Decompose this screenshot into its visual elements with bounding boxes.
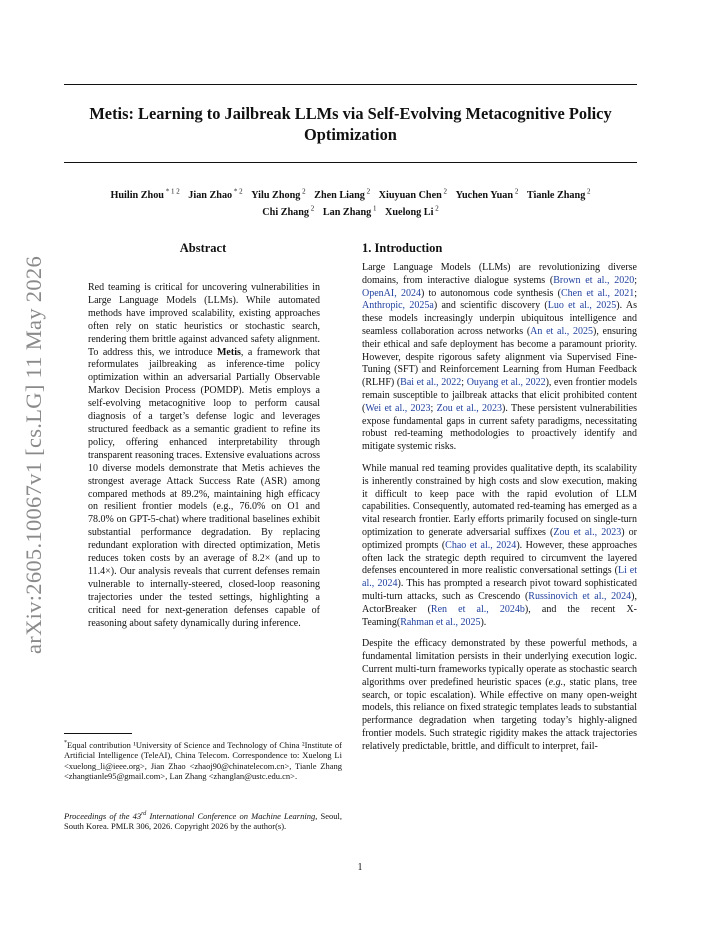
arxiv-identifier: arXiv:2605.10067v1 [cs.LG] 11 May 2026 [21,255,46,655]
citation-link[interactable]: An et al., 2025 [530,325,593,337]
author-affiliation-marker: 2 [364,188,371,196]
author-affiliation-marker: 2 [433,204,439,213]
author-affiliation-marker: 2 [585,188,591,196]
author-name: Xuelong Li $^2$ [385,204,439,219]
citation-link[interactable]: Russinovich et al., 2024 [528,590,632,602]
citation-link[interactable]: Ouyang et al., 2022 [466,377,546,389]
citation-link[interactable]: Rahman et al., 2025 [400,616,481,628]
arxiv-identifier-stamp [16,255,52,655]
citation-link[interactable]: Anthropic, 2025a [362,300,434,312]
section-heading-introduction: 1. Introduction [362,241,443,255]
abstract-text: Red teaming is critical for uncovering vulnerabilities in Large Language Models (LLMs). While automated methods have improved scalability, existing approaches often rely on static heuristics or stochastic search, rendering them brittle against advanced safety alignment. To address this, we introduce Metis, a framework that reformulates jailbreaking as inference-time policy optimization within an adversarial Partially Observable Markov Decision Process (POMDP). Metis employs a self-evolving metacognitive loop to perform causal diagnosis of a target’s defense logic and leverages structured feedback as a semantic gradient to refine its policy, offering enhanced interpretability through transparent reasoning traces. Extensive evaluations across 10 diverse models demonstrate that Metis achieves the strongest average Attack Success Rate (ASR) among compared methods at 89.2%, maintaining high efficacy on resilient frontier models (e.g., 76.0% on O1 and 78.0% on GPT-5-chat) where traditional baselines exhibit substantial performance degradation. By replacing redundant exploration with directed optimization, Metis reduces token costs by an average of 8.2× (and up to 11.4×). Our analysis reveals that current defenses remain vulnerable to internally-steered, closed-loop reasoning trajectories under the tested settings, highlighting a critical need for next-generation defenses capable of reasoning about safety dynamically during inference. [88,282,320,629]
footnote-marker: * [64,740,67,746]
author-name: Xiuyuan Chen $^2$ [378,188,448,202]
author-name: Tianle Zhang $^2$ [526,188,591,202]
author-name: Yuchen Yuan $^2$ [455,188,519,202]
citation-link[interactable]: Brown et al., 2020 [553,274,635,286]
author-affiliation-marker: 2 [513,188,519,196]
author-affiliation-marker: 2 [441,188,448,196]
citation-link[interactable]: Zou et al., 2023 [436,402,503,414]
proceedings-note: Proceedings of the 43rd International Conference on Machine Learning, Seoul, South Korea. PMLR 306, 2026. Copyright 2026 by the author(s). [64,810,342,832]
paper-title: Metis: Learning to Jailbreak LLMs via Self-Evolving Metacognitive Policy Optimization [89,104,612,144]
intro-paragraph-1: Large Language Models (LLMs) are revolutionizing diverse domains, from interactive dialogue systems (Brown et al., 2020; OpenAI, 2024) to autonomous code synthesis (Chen et al., 2021; Anthropic, 2025a) and scientific discovery (Luo et al., 2025). As these models increasingly underpin ubiquitous intelligence and seamless collaboration across networks (An et al., 2025), ensuring their ethical and safe deployment has become a paramount priority. However, despite rigorous safety alignment via Supervised Fine-Tuning (SFT) and Reinforcement Learning from Human Feedback (RLHF) (Bai et al., 2022; Ouyang et al., 2022), even frontier models remain susceptible to jailbreak attacks that elicit prohibited content (Wei et al., 2023; Zou et al., 2023). These persistent vulnerabilities expose fundamental gaps in current safety paradigms, necessitating robust red-teaming methodologies to proactively identify and mitigate systemic risks. [362,262,638,453]
citation-link[interactable]: Chao et al., 2024 [445,539,517,551]
author-list [64,186,637,220]
intro-paragraph-3: Despite the efficacy demonstrated by these powerful methods, a fundamental limitation persists in their underlying execution logic. Current multi-turn frameworks typically operate as stochastic search algorithms over predefined heuristic spaces (e.g., static plans, tree search, or topic escalation). While effective on many open-weight models, this reliance on fixed strategic templates leads to substantial performance degradation when targeting today’s highly-aligned frontier models. Such strategic rigidity makes the attack trajectories relatively predictable, brittle, and difficult to interpret, fail- [362,638,637,752]
method-name: Metis [216,346,241,358]
intro-paragraph-2: While manual red teaming provides qualitative depth, its scalability is inherently constrained by high costs and slow execution, making it difficult to keep pace with the rapid evolution of LLM capabilities. Consequently, automated red-teaming has emerged as a vital research frontier. Early efforts primarily focused on single-turn optimization to generate adversarial suffixes (Zou et al., 2023) or optimized prompts (Chao et al., 2024). However, these approaches often lack the strategic depth required to circumvent the layered defenses encountered in more realistic conversational settings (Li et al., 2024). This has prompted a research pivot toward sophisticated multi-turn attacks, such as Crescendo (Russinovich et al., 2024), ActorBreaker (Ren et al., 2024b), and the recent X-Teaming(Rahman et al., 2025). [362,462,638,628]
citation-link[interactable]: OpenAI, 2024 [362,287,421,299]
author-name: Lan Zhang $^1$ [322,204,377,219]
left-column [64,240,342,630]
author-name: Zhen Liang $^2$ [314,188,371,202]
affiliation-footnote: *Equal contribution ¹University of Science and Technology of China ²Institute of Artificial Intelligence (TeleAI), China Telecom. Correspondence to: Xuelong Li <xuelong_li@ieee.org>, Jian Zhao <zhaoj90@chinatelecom.cn>, Tianle Zhang <zhangtianle95@gmail.com>, Lan Zhang <zhanglan@ustc.edu.cn>. [64,739,342,782]
right-column [362,240,637,753]
author-affiliation-marker: 2 [300,188,306,196]
author-name: Yilu Zhong $^2$ [251,188,306,202]
citation-link[interactable]: Zou et al., 2023 [553,526,622,538]
abstract-heading: Abstract [179,241,227,255]
italic-text: e.g. [548,676,564,688]
title-rule-top [64,84,637,85]
author-affiliation-marker: * 1 2 [163,188,180,196]
author-name: Jian Zhao $^{* 2}$ [188,188,243,202]
author-affiliation-marker: * 2 [232,188,243,196]
author-name: Chi Zhang $^2$ [262,204,315,219]
title-rule-bottom [64,162,637,163]
citation-link[interactable]: Bai et al., 2022 [400,377,462,389]
citation-link[interactable]: Li et al., 2024 [362,565,637,590]
citation-link[interactable]: Luo et al., 2025 [547,300,617,312]
citation-link[interactable]: Wei et al., 2023 [365,402,431,414]
citation-link[interactable]: Chen et al., 2021 [560,287,635,299]
author-affiliation-marker: 1 [371,204,377,213]
author-affiliation-marker: 2 [309,204,315,213]
footnote-rule [64,733,132,734]
page-number: 1 [357,862,363,873]
citation-link[interactable]: Ren et al., 2024b [430,603,525,615]
author-name: Huilin Zhou $^{* 1 2}$ [110,188,180,202]
